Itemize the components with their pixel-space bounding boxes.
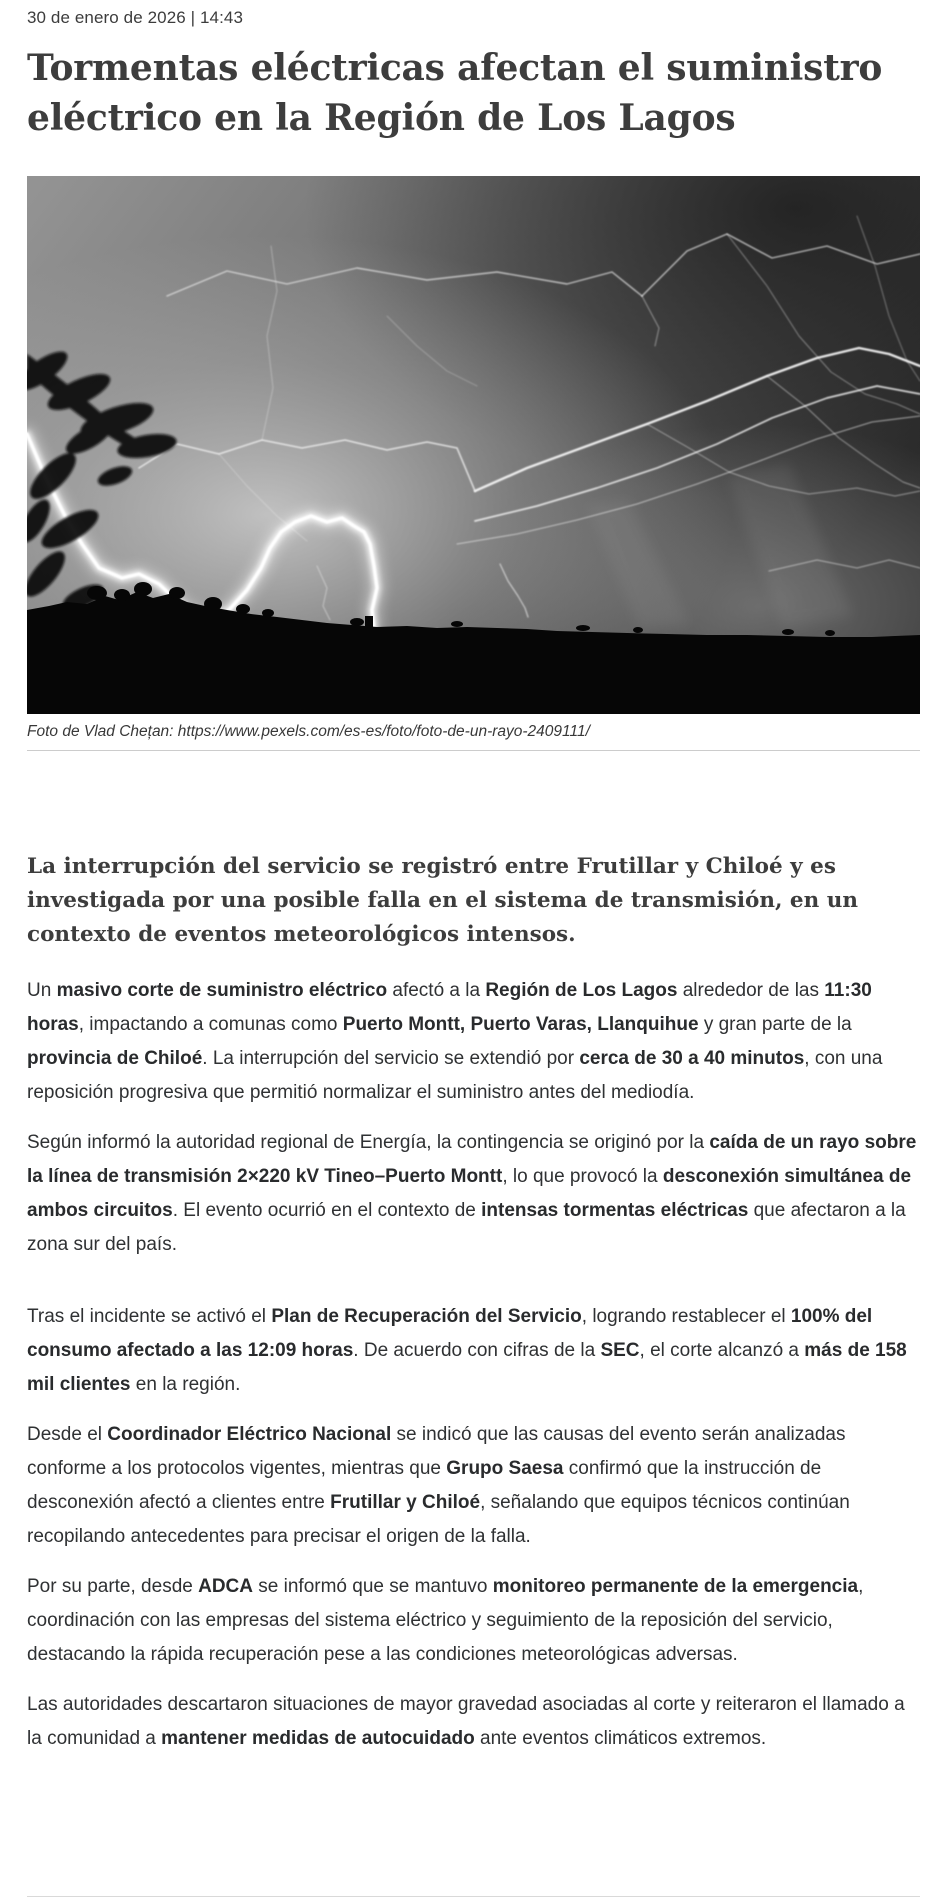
- article-paragraph: [27, 1300, 920, 1402]
- text-run: y gran parte de la: [698, 1014, 852, 1035]
- text-run: , el corte alcanzó a: [639, 1340, 805, 1361]
- lightning-storm-photo: [27, 176, 920, 714]
- text-run-bold: masivo corte de suministro eléctrico: [56, 980, 388, 1001]
- text-run: , impactando a comunas como: [78, 1014, 343, 1035]
- article-paragraph: [27, 1688, 920, 1756]
- text-run-bold: monitoreo permanente de la emergencia: [492, 1576, 859, 1597]
- text-run: en la región.: [130, 1374, 241, 1395]
- text-run-bold: 100% del consumo afectado a las 12:09 horas: [27, 1306, 873, 1361]
- text-run-bold: provincia de Chiloé: [27, 1048, 203, 1069]
- article-figure: [27, 176, 920, 751]
- article-datetime: 30 de enero de 2026 | 14:43: [27, 8, 244, 27]
- text-run: Tras el incidente se activó el: [27, 1306, 272, 1327]
- article-body: [27, 974, 920, 1756]
- text-run: Por su parte, desde: [27, 1576, 199, 1597]
- text-run: ante eventos climáticos extremos.: [474, 1728, 767, 1749]
- text-run: , señalando que equipos técnicos continúan recopilando antecedentes para precisar el origen de la falla.: [27, 1492, 850, 1547]
- text-run: . De acuerdo con cifras de la: [353, 1340, 601, 1361]
- text-run: Desde el: [27, 1424, 108, 1445]
- text-run-bold: Grupo Saesa: [446, 1458, 564, 1479]
- text-run: , logrando restablecer el: [581, 1306, 791, 1327]
- article-lead: La interrupción del servicio se registró entre Frutillar y Chiloé y es investigada por una posible falla en el sistema de transmisión, en un contexto de eventos meteorológicos intensos.: [27, 854, 858, 947]
- text-run: alrededor de las: [677, 980, 825, 1001]
- text-run: . El evento ocurrió en el contexto de: [172, 1200, 482, 1221]
- text-run-bold: 11:30 horas: [27, 980, 872, 1035]
- text-run: Un: [27, 980, 57, 1001]
- text-run: se informó que se mantuvo: [253, 1576, 493, 1597]
- article-paragraph: [27, 1570, 920, 1672]
- text-run-bold: mantener medidas de autocuidado: [161, 1728, 475, 1749]
- text-run-bold: ADCA: [198, 1576, 253, 1597]
- article-paragraph: [27, 1126, 920, 1262]
- text-run: Las autoridades descartaron situaciones de mayor gravedad asociadas al corte y reiteraron el llamado a la comunidad a: [27, 1694, 905, 1749]
- text-run: , lo que provocó la: [502, 1166, 663, 1187]
- text-run-bold: Plan de Recuperación del Servicio: [271, 1306, 582, 1327]
- text-run-bold: más de 158 mil clientes: [27, 1340, 907, 1395]
- article-paragraph: [27, 1418, 920, 1554]
- text-run: que afectaron a la zona sur del país.: [27, 1200, 906, 1255]
- lightning-photo-graphic: [27, 176, 920, 714]
- text-run-bold: Coordinador Eléctrico Nacional: [107, 1424, 392, 1445]
- text-run-bold: Puerto Montt, Puerto Varas, Llanquihue: [342, 1014, 699, 1035]
- text-run: , coordinación con las empresas del sistema eléctrico y seguimiento de la reposición del servicio, destacando la rápida recuperación pese a las condiciones meteorológicas adversas.: [27, 1576, 864, 1665]
- text-run: Según informó la autoridad regional de Energía, la contingencia se originó por la: [27, 1132, 710, 1153]
- text-run-bold: cerca de 30 a 40 minutos: [579, 1048, 805, 1069]
- text-run-bold: SEC: [600, 1340, 640, 1361]
- article-title: Tormentas eléctricas afectan el suministro eléctrico en la Región de Los Lagos: [27, 47, 883, 139]
- bottom-divider: [27, 1896, 920, 1897]
- text-run-bold: Región de Los Lagos: [485, 980, 678, 1001]
- text-run-bold: caída de un rayo sobre la línea de transmisión 2×220 kV Tineo–Puerto Montt: [27, 1132, 917, 1187]
- text-run: confirmó que la instrucción de desconexión afectó a clientes entre: [27, 1458, 822, 1513]
- text-run-bold: intensas tormentas eléctricas: [481, 1200, 749, 1221]
- photo-caption: Foto de Vlad Chețan: https://www.pexels.com/es-es/foto/foto-de-un-rayo-2409111/: [27, 723, 590, 740]
- text-run: . La interrupción del servicio se extendió por: [202, 1048, 580, 1069]
- text-run-bold: desconexión simultánea de ambos circuitos: [27, 1166, 912, 1221]
- caption-divider: [27, 750, 920, 751]
- text-run: afectó a la: [387, 980, 486, 1001]
- text-run: se indicó que las causas del evento serán analizadas conforme a los protocolos vigentes, mientras que: [27, 1424, 846, 1479]
- text-run-bold: Frutillar y Chiloé: [330, 1492, 481, 1513]
- text-run: , con una reposición progresiva que permitió normalizar el suministro antes del mediodía.: [27, 1048, 883, 1103]
- article-paragraph: [27, 974, 920, 1110]
